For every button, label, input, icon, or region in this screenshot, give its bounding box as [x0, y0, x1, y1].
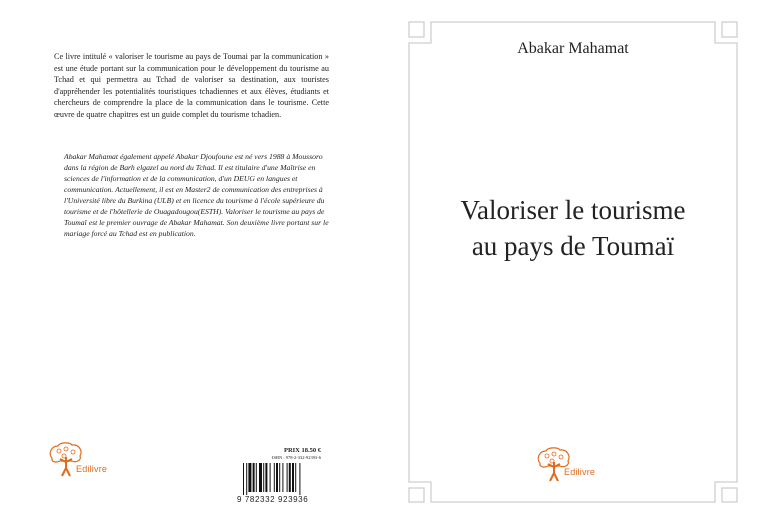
tree-logo-icon [534, 445, 574, 485]
isbn: ISBN : 978-2-332-92393-6 [272, 455, 321, 460]
logo-text: Edilivre [564, 467, 596, 477]
logo-text: Edilivre [76, 464, 108, 474]
cover-author: Abakar Mahamat [517, 40, 629, 57]
title-line-1: Valoriser le tourisme [460, 195, 686, 225]
author-bio: Abakar Mahamat également appelé Abakar Djoufoune est né vers 1988 à Moussoro dans la région de Barh elgazel au nord du Tchad. Il est titulaire d'une Maîtrise en sciences de l'information et de la communication, d'un DEUG en langues et communication. Actuellement, il est en Master2 de communication des entreprises à l'Université libre du Burkina (ULB) et en licence du tourisme à l'école supérieure du tourisme et de l'hôtellerie de Ouagadougou(ESTH). Valoriser le tourisme au pays de Toumaï est le premier ouvrage de Abakar Mahamat. Son deuxième livre portant sur le mariage forcé au Tchad est en publication. [64, 152, 329, 238]
price: PRIX 18.50 € [283, 447, 321, 454]
title-line-2: au pays de Toumaï [471, 231, 675, 261]
back-cover-blurb: Ce livre intitulé « valoriser le tourisme au pays de Toumai par la communication » est une étude portant sur la communication pour le développement du tourisme au Tchad et qui permettra au Tchad de valoriser sa destination, aux touristes d'appréhender les potentialités touristiques tchadiennes et aux élèves, étudiants et chercheurs de comprendre la place de la communication dans le tourisme. Cette œuvre de quatre chapitres est un guide complet du tourisme tchadien. [54, 52, 329, 119]
cover-title [409, 192, 737, 264]
edilivre-logo-front [534, 445, 596, 485]
barcode-number: 9 782332 923936 [237, 495, 309, 504]
